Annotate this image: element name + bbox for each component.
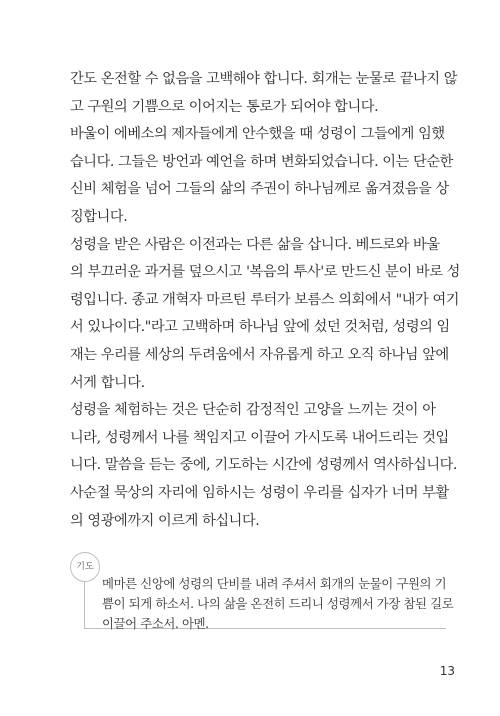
body-line: 신비 체험을 넘어 그들의 삶의 주권이 하나님께로 옮겨졌음을 상 <box>70 181 449 198</box>
body-line: 징합니다. <box>70 208 128 225</box>
body-line: 성령을 체험하는 것은 단순히 감정적인 고양을 느끼는 것이 아 <box>70 402 436 419</box>
body-line: 습니다. 그들은 방언과 예언을 하며 변화되었습니다. 이는 단순한 <box>70 153 453 170</box>
body-line: 고 구원의 기쁨으로 이어지는 통로가 되어야 합니다. <box>70 98 379 115</box>
prayer-line: 이끌어 주소서. 아멘. <box>102 616 209 631</box>
prayer-line: 메마른 신앙에 성령의 단비를 내려 주셔서 회개의 눈물이 구원의 기 <box>102 576 447 591</box>
body-text <box>70 66 460 535</box>
body-line: 바울이 에베소의 제자들에게 안수했을 때 성령이 그들에게 임했 <box>70 126 445 143</box>
body-line: 니라, 성령께서 나를 책임지고 이끌어 가시도록 내어드리는 것입 <box>70 429 449 446</box>
prayer-text <box>102 574 454 634</box>
prayer-line: 쁨이 되게 하소서. 나의 삶을 온전히 드리니 성령께서 가장 참된 길로 <box>102 596 454 611</box>
body-line: 령입니다. 종교 개혁자 마르틴 루터가 보름스 의회에서 "내가 여기 <box>70 291 460 308</box>
body-line: 의 부끄러운 과거를 덮으시고 '복음의 투사'로 만드신 분이 바로 성 <box>70 264 460 281</box>
body-line: 사순절 묵상의 자리에 임하시는 성령이 우리를 십자가 너머 부활 <box>70 484 449 501</box>
body-line: 니다. 말씀을 듣는 중에, 기도하는 시간에 성령께서 역사하십니다. <box>70 457 458 474</box>
body-line: 서 있나이다."라고 고백하며 하나님 앞에 섰던 것처럼, 성령의 임 <box>70 319 450 336</box>
body-line: 간도 온전할 수 없음을 고백해야 합니다. 회개는 눈물로 끝나지 않 <box>70 71 458 87</box>
body-line: 의 영광에까지 이르게 하십니다. <box>70 512 260 529</box>
prayer-badge: 기도 <box>70 552 100 582</box>
body-line: 재는 우리를 세상의 두려움에서 자유롭게 하고 오직 하나님 앞에 <box>70 346 449 363</box>
page-number: 13 <box>439 664 455 678</box>
body-line: 성령을 받은 사람은 이전과는 다른 삶을 삽니다. 베드로와 바울 <box>70 236 440 253</box>
body-line: 서게 합니다. <box>70 374 145 391</box>
